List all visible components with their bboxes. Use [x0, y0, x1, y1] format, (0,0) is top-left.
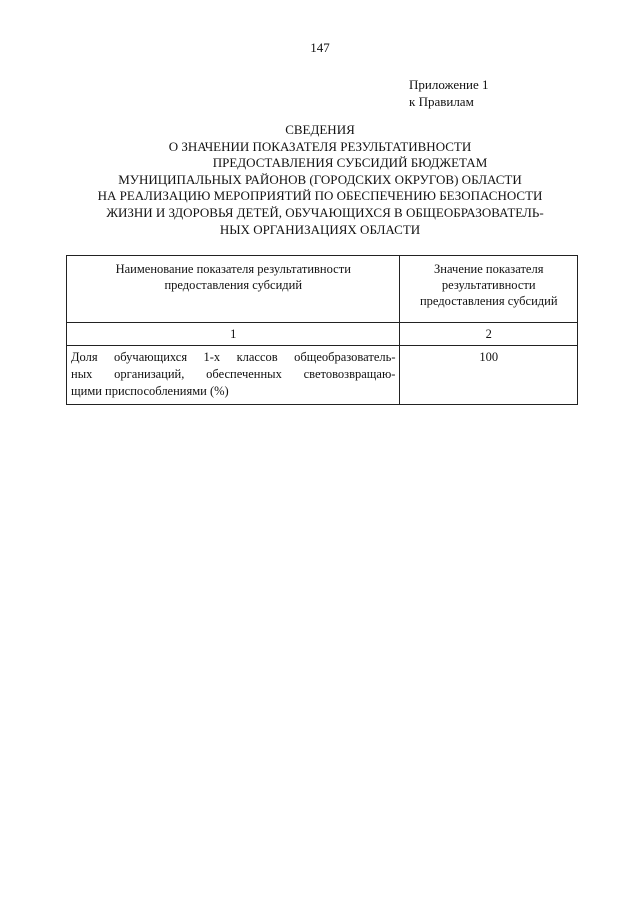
header-line: Наименование показателя результативности	[115, 262, 351, 276]
title-line: МУНИЦИПАЛЬНЫХ РАЙОНОВ (ГОРОДСКИХ ОКРУГОВ) ОБЛАСТИ	[118, 171, 522, 187]
document-title	[0, 122, 640, 238]
table-row	[67, 346, 578, 405]
header-line: результативности	[441, 278, 536, 292]
table-column-number-row	[67, 323, 578, 346]
appendix-line: к Правилам	[409, 94, 474, 109]
indicator-value-cell: 100	[400, 346, 578, 405]
title-line: НА РЕАЛИЗАЦИЮ МЕРОПРИЯТИЙ ПО ОБЕСПЕЧЕНИЮ БЕЗОПАСНОСТИ	[97, 188, 543, 204]
title-line: НЫХ ОРГАНИЗАЦИЯХ ОБЛАСТИ	[219, 221, 421, 237]
header-line: Значение показателя	[434, 262, 544, 276]
page-number: 147	[310, 40, 330, 55]
cell-line: ных организаций, обеспеченных световозвращаю-	[71, 367, 396, 381]
header-line: предоставления субсидий	[164, 278, 303, 292]
title-line: ПРЕДОСТАВЛЕНИЯ СУБСИДИЙ БЮДЖЕТАМ	[212, 155, 488, 171]
table-header-row	[67, 256, 578, 323]
appendix-line: Приложение 1	[409, 77, 489, 92]
appendix-reference	[409, 76, 489, 110]
title-line: ЖИЗНИ И ЗДОРОВЬЯ ДЕТЕЙ, ОБУЧАЮЩИХСЯ В ОБЩЕОБРАЗОВАТЕЛЬ-	[106, 204, 544, 220]
table-header-indicator-name	[67, 256, 400, 323]
header-line: предоставления субсидий	[419, 294, 558, 308]
cell-line: Доля обучающихся 1-х классов общеобразователь-	[71, 350, 396, 364]
column-number: 1	[67, 323, 400, 346]
indicator-name-cell	[67, 346, 400, 405]
column-number: 2	[400, 323, 578, 346]
table-header-indicator-value	[400, 256, 578, 323]
indicator-table	[66, 255, 578, 405]
title-line: СВЕДЕНИЯ	[285, 122, 355, 137]
title-line: О ЗНАЧЕНИИ ПОКАЗАТЕЛЯ РЕЗУЛЬТАТИВНОСТИ	[168, 138, 472, 154]
cell-line: щими приспособлениями (%)	[71, 384, 229, 398]
